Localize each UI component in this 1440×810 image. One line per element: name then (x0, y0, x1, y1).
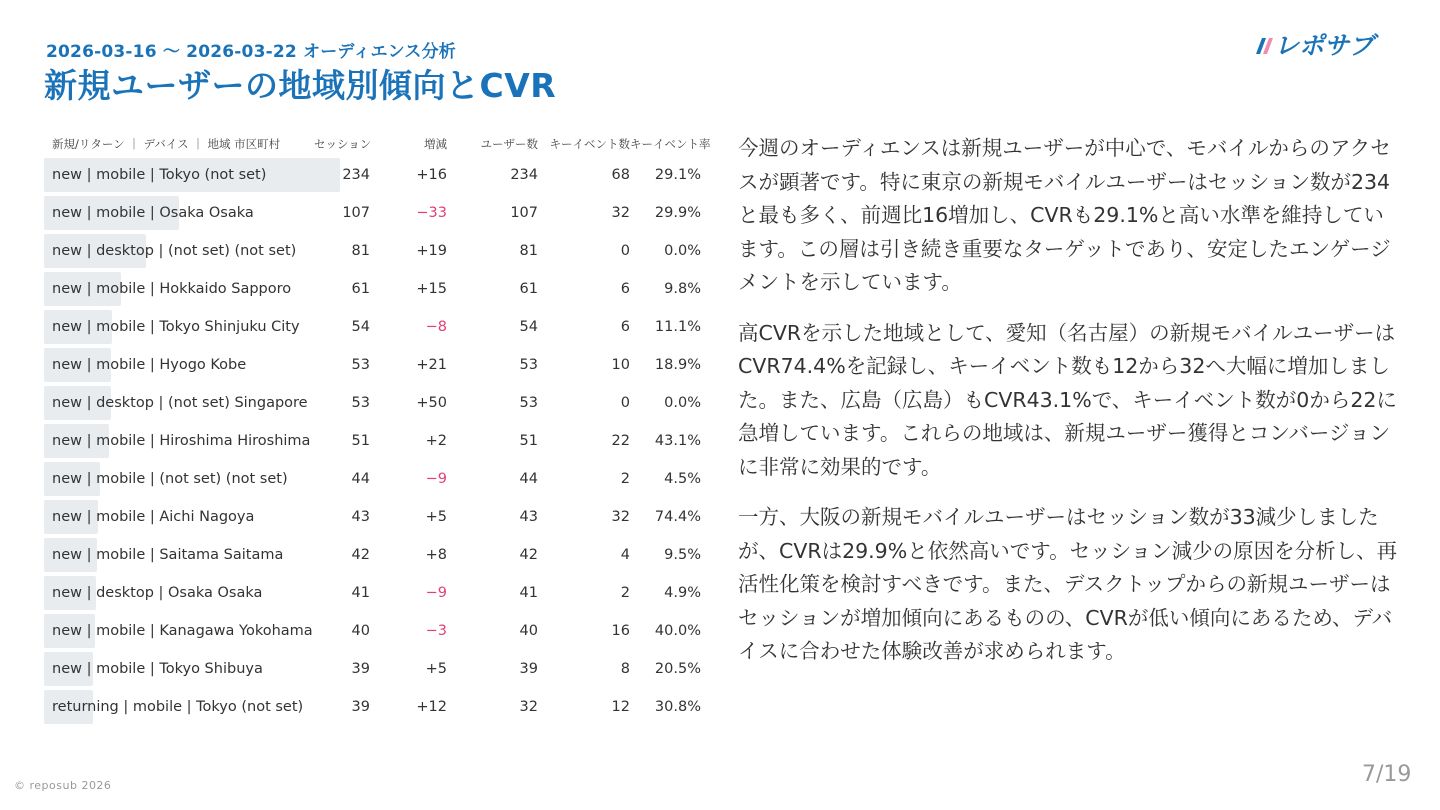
table-row (44, 460, 710, 498)
cell-users: 40 (519, 623, 538, 639)
cell-dimension: new | mobile | Aichi Nagoya (52, 509, 255, 525)
cell-users: 44 (519, 471, 538, 487)
commentary (738, 132, 1402, 686)
table-row (44, 536, 710, 574)
cell-dimension: new | mobile | Tokyo Shibuya (52, 661, 263, 677)
cell-sessions: 54 (351, 319, 370, 335)
table-row (44, 346, 710, 384)
cell-key-event-rate: 43.1% (654, 433, 701, 449)
cell-key-event-rate: 0.0% (664, 243, 701, 259)
cell-sessions: 51 (351, 433, 370, 449)
cell-delta: +19 (416, 243, 447, 259)
cell-dimension: returning | mobile | Tokyo (not set) (52, 699, 304, 715)
cell-delta: +5 (425, 509, 447, 525)
cell-users: 53 (519, 395, 538, 411)
cell-users: 43 (519, 509, 538, 525)
cell-key-event-rate: 0.0% (664, 395, 701, 411)
cell-key-events: 10 (611, 357, 630, 373)
brand-logo-mark (1250, 28, 1415, 60)
cell-users: 53 (519, 357, 538, 373)
cell-dimension: new | desktop | (not set) Singapore (52, 395, 308, 411)
cell-delta: +8 (425, 547, 447, 563)
cell-delta: −33 (416, 205, 447, 221)
page-number: 7/19 (1362, 762, 1412, 787)
cell-delta: −9 (425, 585, 447, 601)
cell-delta: −8 (425, 319, 447, 335)
cell-delta: +50 (416, 395, 447, 411)
cell-key-events: 6 (620, 319, 630, 335)
copyright: © reposub 2026 (14, 779, 112, 792)
table-row (44, 650, 710, 688)
cell-key-events: 0 (620, 243, 630, 259)
cell-sessions: 44 (351, 471, 370, 487)
table-row (44, 384, 710, 422)
cell-key-events: 16 (611, 623, 630, 639)
cell-dimension: new | desktop | Osaka Osaka (52, 585, 263, 601)
cell-sessions: 39 (351, 699, 370, 715)
table-row (44, 422, 710, 460)
cell-sessions: 61 (351, 281, 370, 297)
cell-users: 234 (510, 167, 538, 183)
header-key-events: キーイベント数 (549, 137, 630, 151)
cell-users: 54 (519, 319, 538, 335)
cell-dimension: new | mobile | Kanagawa Yokohama (52, 623, 313, 639)
table-row (44, 270, 710, 308)
page-title: 新規ユーザーの地域別傾向とCVR (44, 66, 557, 105)
cell-sessions: 41 (351, 585, 370, 601)
commentary-paragraph-2: 高CVRを示した地域として、愛知（名古屋）の新規モバイルユーザーはCVR74.4%を記録し、キーイベント数も12から32へ大幅に増加しました。また、広島（広島）もCVR43.1%で、キーイベント数が0から22に急増しています。これらの地域は、新規ユーザー獲得とコンバージョンに非常に効果的です。 (738, 320, 1397, 479)
table-row (44, 612, 710, 650)
cell-key-event-rate: 29.9% (654, 205, 701, 221)
cell-key-events: 32 (611, 205, 630, 221)
cell-key-event-rate: 74.4% (654, 509, 701, 525)
report-subtitle: 2026-03-16 ～ 2026-03-22 オーディエンス分析 (46, 42, 456, 62)
header-key-event-rate: キーイベント率 (630, 137, 711, 151)
table-row (44, 156, 710, 194)
cell-sessions: 81 (351, 243, 370, 259)
cell-sessions: 40 (351, 623, 370, 639)
cell-key-events: 22 (611, 433, 630, 449)
cell-sessions: 42 (351, 547, 370, 563)
table-header (44, 132, 710, 156)
table-row (44, 688, 710, 726)
cell-key-event-rate: 20.5% (654, 661, 701, 677)
cell-key-event-rate: 9.8% (664, 281, 701, 297)
cell-sessions: 43 (351, 509, 370, 525)
cell-key-events: 2 (620, 585, 630, 601)
cell-sessions: 53 (351, 395, 370, 411)
brand-logo (1250, 28, 1415, 60)
cell-key-events: 32 (611, 509, 630, 525)
cell-delta: +15 (416, 281, 447, 297)
table-row (44, 574, 710, 612)
cell-users: 42 (519, 547, 538, 563)
cell-dimension: new | mobile | Tokyo Shinjuku City (52, 319, 300, 335)
cell-users: 107 (510, 205, 538, 221)
cell-key-events: 4 (620, 547, 630, 563)
cell-dimension: new | mobile | Tokyo (not set) (52, 167, 267, 183)
cell-sessions: 53 (351, 357, 370, 373)
audience-table (44, 132, 710, 726)
header-dimension: 新規/リターン ｜ デバイス ｜ 地域 市区町村 (52, 137, 281, 151)
cell-key-events: 12 (611, 699, 630, 715)
cell-key-event-rate: 40.0% (654, 623, 701, 639)
cell-users: 51 (519, 433, 538, 449)
cell-users: 61 (519, 281, 538, 297)
cell-users: 39 (519, 661, 538, 677)
cell-dimension: new | mobile | Saitama Saitama (52, 547, 284, 563)
cell-delta: +16 (416, 167, 447, 183)
cell-dimension: new | mobile | Osaka Osaka (52, 205, 254, 221)
cell-sessions: 107 (342, 205, 370, 221)
commentary-paragraph-3: 一方、大阪の新規モバイルユーザーはセッション数が33減少しましたが、CVRは29.9%と依然高いです。セッション減少の原因を分析し、再活性化策を検討すべきです。また、デスクトップからの新規ユーザーはセッションが増加傾向にあるものの、CVRが低い傾向にあるため、デバイスに合わせた体験改善が求められます。 (738, 505, 1398, 663)
cell-dimension: new | mobile | Hyogo Kobe (52, 357, 247, 373)
cell-users: 81 (519, 243, 538, 259)
cell-delta: +2 (425, 433, 447, 449)
table-row (44, 232, 710, 270)
cell-key-events: 68 (611, 167, 630, 183)
cell-key-event-rate: 9.5% (664, 547, 701, 563)
table-row (44, 498, 710, 536)
cell-delta: +12 (416, 699, 447, 715)
cell-dimension: new | mobile | (not set) (not set) (52, 471, 288, 487)
table-row (44, 308, 710, 346)
cell-dimension: new | mobile | Hiroshima Hiroshima (52, 433, 311, 449)
cell-users: 41 (519, 585, 538, 601)
cell-dimension: new | desktop | (not set) (not set) (52, 243, 297, 259)
cell-key-event-rate: 29.1% (654, 167, 701, 183)
brand-logo-text: レポサブ (1274, 31, 1375, 60)
table-body (44, 156, 710, 726)
cell-users: 32 (519, 699, 538, 715)
header-delta: 増減 (424, 137, 447, 151)
cell-key-event-rate: 18.9% (654, 357, 701, 373)
header-users: ユーザー数 (480, 137, 538, 151)
cell-key-events: 0 (620, 395, 630, 411)
table-row (44, 194, 710, 232)
commentary-paragraph-1: 今週のオーディエンスは新規ユーザーが中心で、モバイルからのアクセスが顕著です。特に東京の新規モバイルユーザーはセッション数が234と最も多く、前週比16増加し、CVRも29.1%と高い水準を維持しています。この層は引き続き重要なターゲットであり、安定したエンゲージメントを示しています。 (738, 136, 1391, 294)
cell-key-events: 2 (620, 471, 630, 487)
header-sessions: セッション (314, 137, 372, 151)
cell-delta: −3 (425, 623, 447, 639)
cell-key-events: 8 (620, 661, 630, 677)
cell-key-event-rate: 30.8% (654, 699, 701, 715)
cell-key-event-rate: 4.9% (664, 585, 701, 601)
cell-sessions: 234 (342, 167, 370, 183)
cell-sessions: 39 (351, 661, 370, 677)
cell-dimension: new | mobile | Hokkaido Sapporo (52, 281, 292, 297)
cell-delta: +21 (416, 357, 447, 373)
cell-delta: −9 (425, 471, 447, 487)
cell-delta: +5 (425, 661, 447, 677)
cell-key-event-rate: 4.5% (664, 471, 701, 487)
cell-key-events: 6 (620, 281, 630, 297)
cell-key-event-rate: 11.1% (654, 319, 701, 335)
